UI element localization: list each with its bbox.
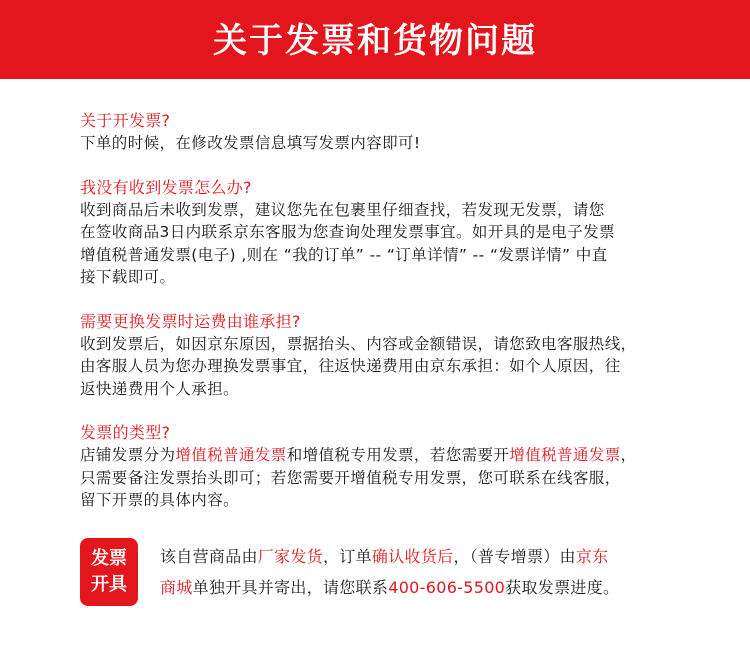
invoice-note-text [160, 541, 705, 603]
text-segment: 获取发票进度。 [505, 578, 620, 597]
faq-question: 我没有收到发票怎么办? [80, 177, 252, 197]
text-segment: ，（普专增票）由 [453, 547, 576, 566]
faq-answer-line: 增值税普通发票(电子) ,则在 “我的订单” -- “订单详情” -- “发票详情” 中直 [80, 245, 608, 264]
text-segment: 该自营商品由 [160, 547, 258, 566]
faq-answer-line: 在签收商品3日内联系京东客服为您查询处理发票事宜。如开具的是电子发票 [80, 223, 615, 241]
faq-answer-line: 接下载即可。 [80, 268, 176, 286]
faq-answer-line: 收到发票后，如因京东原因，票据抬头、内容或金额错误，请您致电客服热线， [80, 334, 637, 353]
highlight-text: 增值税普通发票 [175, 446, 287, 464]
text-segment: 和增值税专用发票，若您需要开 [286, 446, 510, 464]
faq-question: 关于开发票? [80, 111, 171, 130]
faq-answer-line: 只需要备注发票抬头即可；若您需要开增值税专用发票，您可联系在线客服， [80, 468, 621, 487]
faq-question: 需要更换发票时运费由谁承担? [80, 311, 301, 331]
faq-item-invoice-request [80, 110, 700, 155]
phone-number: 400-606-5500 [388, 578, 506, 597]
faq-answer-line: 由客服人员为您办理换发票事宜，往返快递费用由京东承担：如个人原因，往 [80, 357, 621, 375]
text-segment: ，订单 [323, 547, 372, 566]
highlight-text: 商城 [160, 578, 193, 597]
text-segment: 单独开具并寄出，请您联系 [192, 578, 389, 597]
invoice-issuing-note [80, 538, 700, 608]
faq-answer [80, 444, 700, 512]
page-title: 关于发票和货物问题 [213, 21, 537, 61]
header-banner [0, 0, 750, 79]
note-line [160, 541, 705, 572]
faq-answer-line [80, 444, 700, 467]
faq-answer [80, 333, 700, 401]
invoice-badge [80, 538, 138, 606]
faq-item-invoice-missing [80, 177, 700, 289]
faq-content [80, 110, 700, 534]
highlight-text: 确认收货后 [371, 547, 454, 566]
highlight-text: 增值税普通发票 [509, 446, 621, 464]
highlight-text: 厂家发货 [257, 547, 324, 566]
badge-line: 发票 [91, 548, 127, 569]
faq-answer-line: 留下开票的具体内容。 [80, 491, 240, 509]
note-line [160, 572, 705, 603]
faq-answer-line: 收到商品后未收到发票，建议您先在包裹里仔细查找，若发现无发票，请您 [80, 200, 605, 219]
faq-answer-line: 返快递费用个人承担。 [80, 379, 240, 398]
faq-question: 发票的类型? [80, 423, 171, 442]
badge-line: 开具 [91, 574, 127, 595]
text-segment: 店铺发票分为 [80, 446, 176, 464]
faq-item-invoice-types [80, 422, 700, 512]
faq-answer-line: 下单的时候，在修改发票信息填写发票内容即可! [80, 134, 421, 152]
faq-answer [80, 199, 700, 289]
text-segment: ， [620, 446, 637, 464]
highlight-text: 京东 [575, 547, 609, 566]
faq-answer [80, 132, 700, 155]
faq-item-exchange-shipping [80, 311, 700, 401]
